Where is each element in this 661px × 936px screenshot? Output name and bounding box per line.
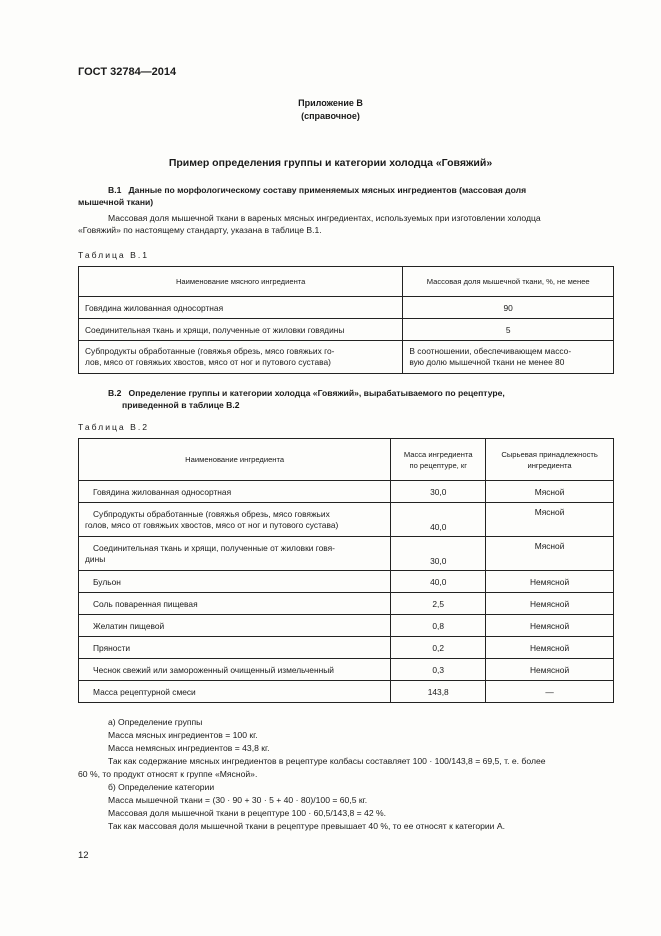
cell-line: лов, мясо от говяжьих хвостов, мясо от ног и путового сустава): [85, 357, 331, 367]
header-line: Масса ингредиента: [403, 449, 473, 459]
table-b2-cell-mass: 40,0: [391, 571, 486, 593]
cell-line: В соотношении, обеспечивающем массо-: [409, 346, 572, 356]
header-line: Сырьевая принадлежность: [501, 449, 598, 459]
table-row: [79, 681, 614, 703]
cell-line: вую долю мышечной ткани не менее 80: [409, 357, 565, 367]
cell-line: голов, мясо от говяжьих хвостов, мясо от ног и путового сустава): [85, 519, 339, 530]
table-row: [79, 571, 614, 593]
table-b2-header-type: [486, 439, 614, 481]
table-b1: [78, 266, 614, 374]
calc-muscle-share: Массовая доля мышечной ткани в рецептуре 100 · 60,5/143,8 = 42 %.: [108, 808, 387, 818]
calc-meat-mass: Масса мясных ингредиентов = 100 кг.: [108, 730, 258, 740]
table-b2-header-name: Наименование ингредиента: [79, 439, 391, 481]
table-b2: [78, 438, 614, 703]
main-title: Пример определения группы и категории холодца «Говяжий»: [168, 157, 493, 169]
calc-muscle-mass: Масса мышечной ткани = (30 · 90 + 30 · 5 + 40 · 80)/100 = 60,5 кг.: [108, 795, 368, 805]
header-line: ингредиента: [527, 460, 572, 470]
table-b2-cell-mass: 30,0: [391, 481, 486, 503]
section-b2-heading-line1: Определение группы и категории холодца «Говяжий», вырабатываемого по рецептуре,: [128, 388, 505, 398]
table-row: [79, 319, 614, 341]
table-b2-cell-mass: 2,5: [391, 593, 486, 615]
table-b2-cell-mass: 40,0: [391, 503, 486, 537]
table-b2-caption: Таблица В.2: [78, 422, 149, 432]
table-row: [79, 615, 614, 637]
table-b1-cell-value: [403, 341, 614, 374]
table-b2-header-row: [79, 439, 614, 481]
cell-line: дины: [85, 553, 106, 564]
table-b1-header-name: Наименование мясного ингредиента: [79, 267, 403, 297]
calc-category-heading: б) Определение категории: [108, 782, 215, 792]
appendix-note: (справочное): [301, 111, 360, 121]
table-row: [79, 659, 614, 681]
cell-line: Субпродукты обработанные (говяжья обрезь, мясо говяжьих: [93, 508, 330, 519]
table-b2-header-mass: [391, 439, 486, 481]
table-b2-cell-name: [79, 537, 391, 571]
table-b2-cell-name: Желатин пищевой: [79, 615, 391, 637]
table-b1-cell-name: [79, 341, 403, 374]
calc-nonmeat-mass: Масса немясных ингредиентов = 43,8 кг.: [108, 743, 270, 753]
table-b1-header-row: [79, 267, 614, 297]
section-b1-heading-line1: Данные по морфологическому составу применяемых мясных ингредиентов (массовая доля: [128, 185, 527, 195]
appendix-label: Приложение В: [298, 98, 363, 108]
standard-header: ГОСТ 32784—2014: [78, 66, 177, 78]
calc-group-heading: а) Определение группы: [108, 717, 203, 727]
table-b1-header-value: Массовая доля мышечной ткани, %, не менее: [403, 267, 614, 297]
table-b2-cell-name: Чеснок свежий или замороженный очищенный измельченный: [79, 659, 391, 681]
table-row: [79, 503, 614, 537]
calc-conclusion-line1: Так как содержание мясных ингредиентов в рецептуре колбасы составляет 100 · 100/143,8 = 69,5, т. е. более: [108, 756, 546, 766]
table-row: [79, 537, 614, 571]
cell-line: Соединительная ткань и хрящи, полученные от жиловки говя-: [93, 542, 335, 553]
table-b2-cell-mass: 0,2: [391, 637, 486, 659]
table-b2-cell-type: Мясной: [486, 503, 614, 537]
section-b1-number: В.1: [108, 185, 122, 195]
table-b2-cell-type: Немясной: [486, 659, 614, 681]
table-b1-cell-value: 5: [403, 319, 614, 341]
table-b2-cell-name: Масса рецептурной смеси: [79, 681, 391, 703]
table-row: [79, 593, 614, 615]
header-line: по рецептуре, кг: [409, 460, 467, 470]
table-b2-cell-name: Соль поваренная пищевая: [79, 593, 391, 615]
table-row: [79, 481, 614, 503]
table-b2-cell-type: Немясной: [486, 571, 614, 593]
table-b1-caption: Таблица В.1: [78, 250, 149, 260]
table-b1-cell-name: Говядина жилованная односортная: [79, 297, 403, 319]
section-b2-heading-line2: приведенной в таблице В.2: [122, 400, 240, 410]
table-b2-cell-type: Немясной: [486, 615, 614, 637]
table-b1-cell-value: 90: [403, 297, 614, 319]
table-b2-cell-name: Бульон: [79, 571, 391, 593]
table-b2-cell-mass: 0,3: [391, 659, 486, 681]
calc-final: Так как массовая доля мышечной ткани в рецептуре превышает 40 %, то ее относят к категории А.: [108, 821, 505, 831]
section-b1-para-line2: «Говяжий» по настоящему стандарту, указана в таблице В.1.: [78, 225, 322, 235]
table-b2-cell-type: —: [486, 681, 614, 703]
section-b1-heading: [108, 184, 526, 197]
table-b2-cell-name: Говядина жилованная односортная: [79, 481, 391, 503]
table-b2-cell-type: Немясной: [486, 593, 614, 615]
table-b2-cell-mass: 30,0: [391, 537, 486, 571]
section-b1-para-line1: Массовая доля мышечной ткани в вареных мясных ингредиентах, используемых при изготовлении холодца: [108, 213, 541, 223]
table-b2-cell-mass: 0,8: [391, 615, 486, 637]
table-b2-cell-name: Пряности: [79, 637, 391, 659]
table-b1-cell-name: Соединительная ткань и хрящи, полученные от жиловки говядины: [79, 319, 403, 341]
cell-line: Субпродукты обработанные (говяжья обрезь, мясо говяжьих го-: [85, 346, 335, 356]
calc-conclusion-line2: 60 %, то продукт относят к группе «Мясной».: [78, 769, 258, 779]
table-b2-cell-type: Мясной: [486, 481, 614, 503]
table-b2-cell-type: Мясной: [486, 537, 614, 571]
table-b2-cell-type: Немясной: [486, 637, 614, 659]
table-b2-cell-name: [79, 503, 391, 537]
table-row: [79, 341, 614, 374]
table-b2-cell-mass: 143,8: [391, 681, 486, 703]
section-b2-number: В.2: [108, 388, 122, 398]
section-b1-heading-line2: мышечной ткани): [78, 197, 154, 207]
page-number: 12: [78, 850, 89, 861]
table-row: [79, 297, 614, 319]
table-row: [79, 637, 614, 659]
appendix-title: [0, 97, 661, 123]
